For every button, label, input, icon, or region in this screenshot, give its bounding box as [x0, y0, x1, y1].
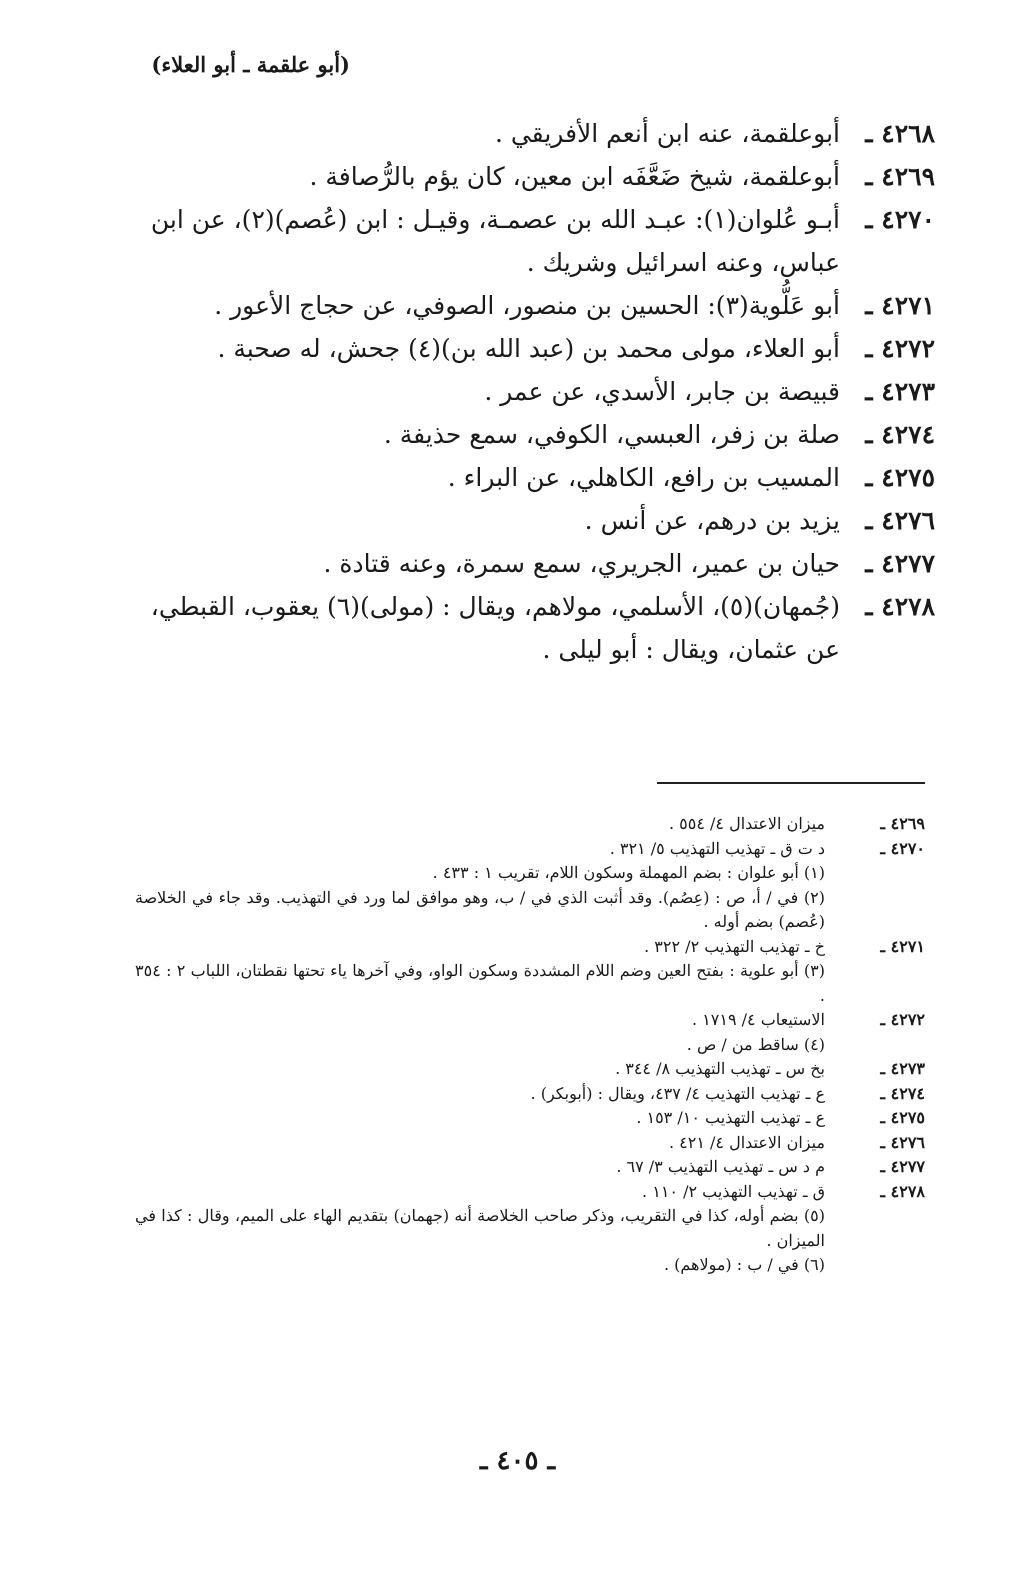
footnote-text: م د س ـ تهذيب التهذيب ٣/ ٦٧ . — [616, 1157, 825, 1176]
footnotes-list — [135, 812, 925, 1278]
footnote-entry-number: ٤٢٧٨ ـ — [880, 1181, 925, 1201]
entry-text: أبو العلاء، مولى محمد بن (عبد الله بن)(٤) جحش، له صحبة . — [217, 334, 840, 363]
footnote-reference — [135, 812, 925, 837]
footnote-entry-number: ٤٢٧٢ ـ — [880, 1010, 925, 1029]
footnote-entry-number: ٤٢٧٥ ـ — [880, 1108, 925, 1127]
footnote-text: ع ـ تهذيب التهذيب ٤/ ٤٣٧، ويقال : (أبوبكر) . — [530, 1083, 825, 1103]
footnote-note — [135, 861, 925, 886]
footnote-text: د ت ق ـ تهذيب التهذيب ٥/ ٣٢١ . — [609, 838, 825, 858]
entry-number: ٤٢٧٢ ـ — [865, 334, 935, 363]
footnote-note — [135, 1204, 925, 1253]
entry-number: ٤٢٧١ ـ — [865, 291, 935, 320]
entry-text: المسيب بن رافع، الكاهلي، عن البراء . — [447, 463, 840, 492]
footnote-entry-number: ٤٢٧١ ـ — [880, 936, 925, 956]
entry — [135, 327, 935, 370]
entry — [135, 413, 935, 456]
footnote-text: (١) أبو علوان : بضم المهملة وسكون اللام، تقريب ١ : ٤٣٣ . — [432, 863, 825, 882]
footnote-divider — [657, 782, 925, 784]
entry-text: قبيصة بن جابر، الأسدي، عن عمر . — [484, 377, 840, 406]
entry — [135, 370, 935, 413]
entry-text: يزيد بن درهم، عن أنس . — [584, 506, 840, 535]
footnote-reference — [135, 1106, 925, 1131]
footnote-reference — [135, 1180, 925, 1205]
footnote-note — [135, 1253, 925, 1278]
entry-number: ٤٢٧٦ ـ — [865, 506, 935, 535]
footnote-note — [135, 886, 925, 935]
entry-number: ٤٢٧٨ ـ — [865, 592, 935, 621]
footnote-text: ميزان الاعتدال ٤/ ٥٥٤ . — [668, 814, 825, 833]
footnote-reference — [135, 1057, 925, 1082]
footnote-reference — [135, 1008, 925, 1033]
footnote-text: (٤) ساقط من / ص . — [686, 1034, 825, 1054]
footnote-text: (٣) أبو علوية : بفتح العين وضم اللام المشددة وسكون الواو، وفي آخرها ياء تحتها نقطتان، اللباب ٢ : ٣٥٤ . — [135, 961, 826, 1005]
entry-text: حيان بن عمير، الجريري، سمع سمرة، وعنه قتادة . — [323, 549, 840, 578]
entry — [135, 198, 935, 284]
footnote-text: خ ـ تهذيب التهذيب ٢/ ٣٢٢ . — [644, 936, 825, 956]
entry-text: أبوعلقمة، عنه ابن أنعم الأفريقي . — [494, 119, 840, 148]
entry-number: ٤٢٦٨ ـ — [865, 119, 935, 148]
footnote-entry-number: ٤٢٦٩ ـ — [880, 814, 925, 833]
entry — [135, 456, 935, 499]
page-number: ـ ٤٠٥ ـ — [479, 1446, 556, 1476]
entry-text: أبو عَلُّوية(٣): الحسين بن منصور، الصوفي، عن حجاج الأعور . — [214, 291, 840, 320]
footnote-reference — [135, 935, 925, 960]
entry — [135, 155, 935, 198]
footnote-reference — [135, 1082, 925, 1107]
footnote-entry-number: ٤٢٧٦ ـ — [880, 1132, 925, 1152]
footnote-text: ميزان الاعتدال ٤/ ٤٢١ . — [668, 1132, 825, 1152]
entry-number: ٤٢٧٠ ـ — [865, 205, 935, 234]
entry — [135, 585, 935, 671]
entry-text: صلة بن زفر، العبسي، الكوفي، سمع حذيفة . — [383, 420, 840, 449]
entry-text: أبـو عُلوان(١): عبـد الله بن عصمـة، وقيـل : ابن (عُصم)(٢)، عن ابن عباس، وعنه اسرائيل وشريك . — [150, 205, 840, 277]
footnote-text: بخ س ـ تهذيب التهذيب ٨/ ٣٤٤ . — [615, 1059, 825, 1078]
entry-number: ٤٢٧٤ ـ — [865, 420, 935, 449]
entry-number: ٤٢٧٧ ـ — [865, 549, 935, 578]
footnote-note — [135, 959, 925, 1008]
footnote-note — [135, 1033, 925, 1058]
footnote-entry-number: ٤٢٧٣ ـ — [880, 1059, 925, 1078]
entry-text: (جُمهان)(٥)، الأسلمي، مولاهم، ويقال : (مولى)(٦) يعقوب، القبطي، عن عثمان، ويقال : أبو ليلى . — [150, 592, 840, 664]
footnote-entry-number: ٤٢٧٠ ـ — [880, 838, 925, 858]
footnote-reference — [135, 1155, 925, 1180]
footnote-text: (٢) في / أ، ص : (عِصُم). وقد أثبت الذي في / ب، وهو موافق لما ورد في التهذيب. وقد جاء في الخلاصة (عُصم) بضم أوله . — [135, 887, 825, 931]
footnote-entry-number: ٤٢٧٤ ـ — [880, 1083, 925, 1103]
footnote-entry-number: ٤٢٧٧ ـ — [880, 1157, 925, 1176]
footnote-text: (٥) بضم أوله، كذا في التقريب، وذكر صاحب الخلاصة أنه (جهمان) بتقديم الهاء على الميم، وقال : كذا في الميزان . — [135, 1206, 825, 1250]
entry — [135, 542, 935, 585]
entry — [135, 499, 935, 542]
footnote-reference — [135, 1131, 925, 1156]
footnote-text: الاستيعاب ٤/ ١٧١٩ . — [692, 1010, 825, 1029]
running-head: (أبو علقمة ـ أبو العلاء) — [151, 52, 350, 77]
footnote-reference — [135, 837, 925, 862]
entry — [135, 112, 935, 155]
entries-list — [135, 112, 935, 671]
entry-number: ٤٢٧٣ ـ — [865, 377, 935, 406]
entry-number: ٤٢٧٥ ـ — [865, 463, 935, 492]
entry-number: ٤٢٦٩ ـ — [865, 162, 935, 191]
footnote-text: ع ـ تهذيب التهذيب ١٠/ ١٥٣ . — [636, 1108, 825, 1127]
footnote-text: ق ـ تهذيب التهذيب ٢/ ١١٠ . — [642, 1181, 825, 1201]
footnote-text: (٦) في / ب : (مولاهم) . — [663, 1255, 825, 1274]
entry-text: أبوعلقمة، شيخ ضَعَّفَه ابن معين، كان يؤم بالرُّصافة . — [309, 162, 840, 191]
entry — [135, 284, 935, 327]
